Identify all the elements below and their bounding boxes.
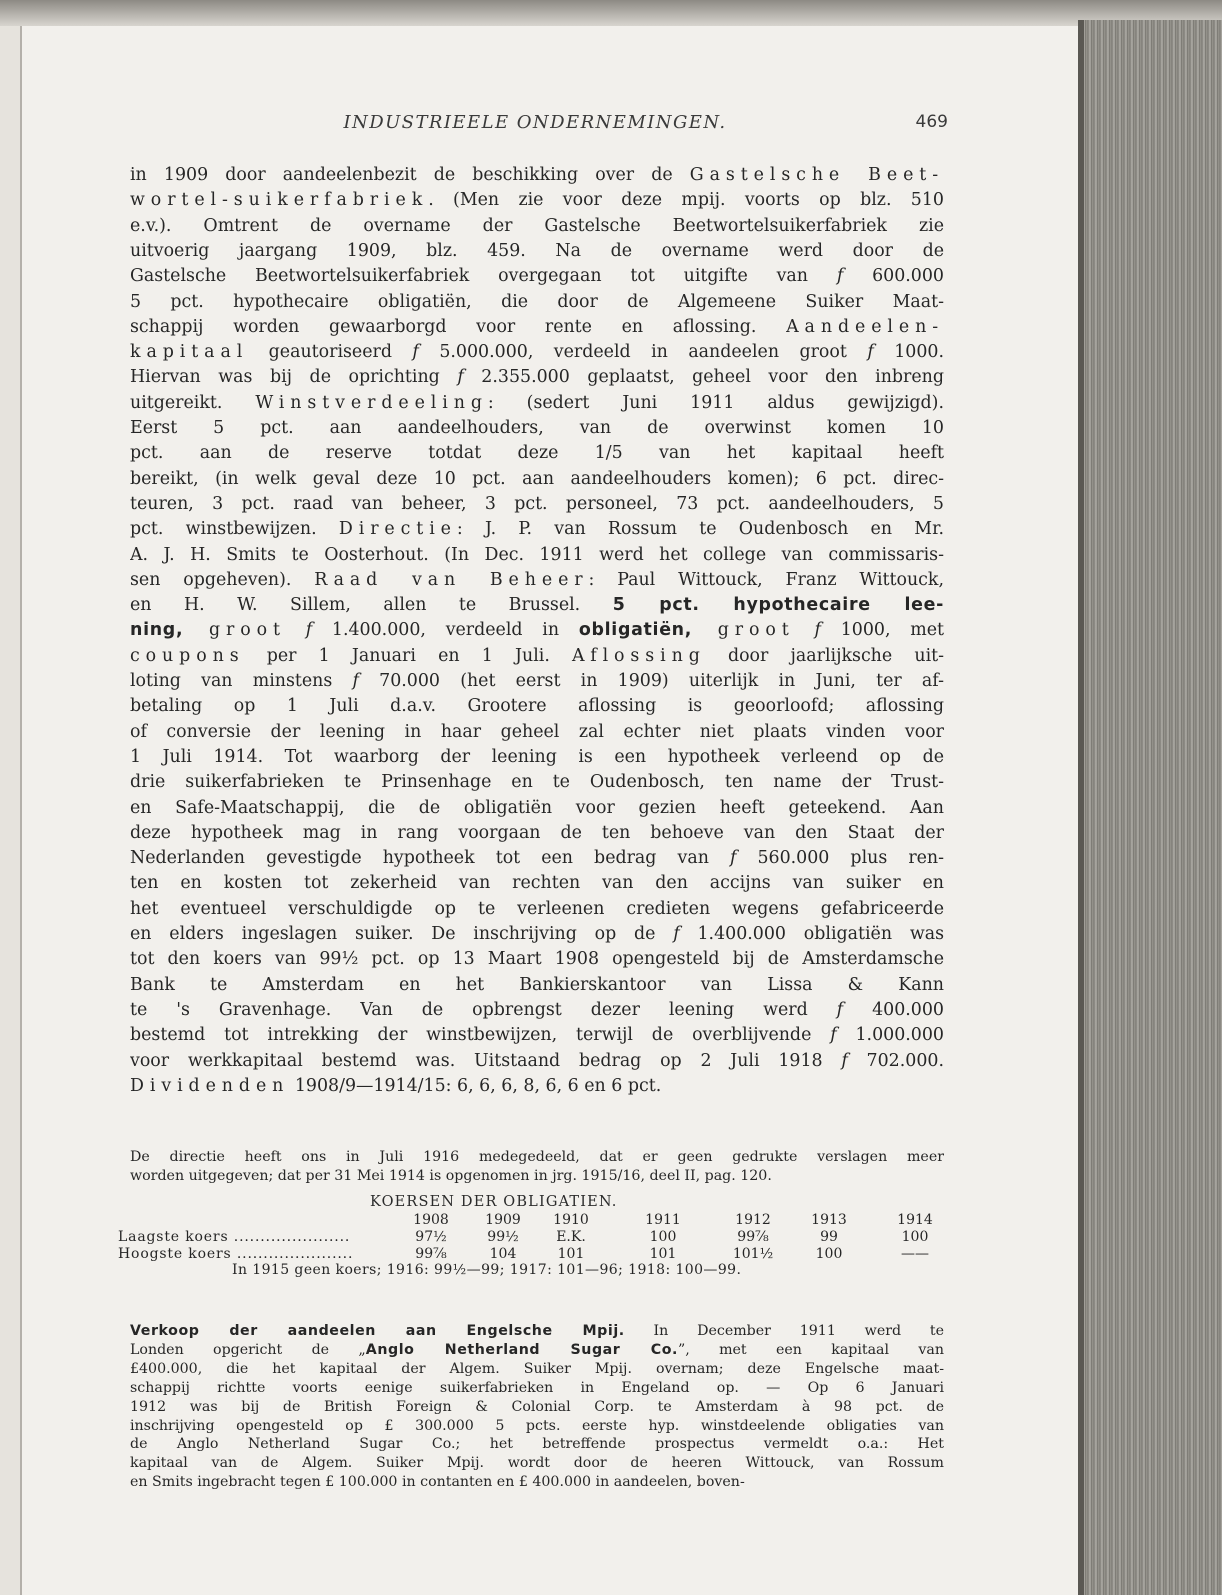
body-segment: pct. aan de reserve totdat deze 1/5 van het kapitaal heeft bbox=[130, 443, 944, 464]
body-segment: f bbox=[673, 924, 680, 944]
body-segment: per 1 Januari en 1 Juli. bbox=[244, 645, 573, 666]
running-header: INDUSTRIEELE ONDERNEMINGEN. bbox=[343, 112, 727, 133]
body-segment: f bbox=[814, 620, 821, 641]
body-line bbox=[130, 188, 944, 213]
body-segment: betaling op 1 Juli d.a.v. Grootere aflossing is geoorloofd; aflossing bbox=[130, 696, 944, 717]
body-segment: 1000. bbox=[873, 342, 944, 363]
body-line bbox=[130, 669, 944, 694]
koers-row bbox=[118, 1228, 948, 1246]
koers-cell: —— bbox=[901, 1246, 929, 1262]
body-line bbox=[130, 543, 944, 568]
koers-cell: 99 bbox=[820, 1229, 838, 1245]
body-segment: A. J. H. Smits te Oosterhout. (In Dec. 1911 werd het college van commissaris- bbox=[130, 544, 944, 565]
note-segment: worden uitgegeven; dat per 31 Mei 1914 is opgenomen in jrg. 1915/16, deel II, pag. 120. bbox=[130, 1168, 772, 1184]
body-segment: Nederlanden gevestigde hypotheek tot een bedrag van bbox=[130, 848, 730, 869]
body-segment: f bbox=[841, 1050, 848, 1071]
koers-year-row bbox=[118, 1211, 948, 1229]
body-segment: of conversie der leening in haar geheel zal echter niet plaats vinden voor bbox=[130, 721, 944, 742]
note-segment: De directie heeft ons in Juli 1916 medegedeeld, dat er geen gedrukte verslagen meer bbox=[130, 1149, 944, 1165]
body-line bbox=[130, 922, 944, 947]
body-segment: kapitaal bbox=[130, 342, 249, 363]
sale-line bbox=[130, 1417, 944, 1437]
body-line bbox=[130, 593, 944, 618]
body-line bbox=[130, 1049, 944, 1074]
body-line bbox=[130, 770, 944, 795]
sale-segment: ”, met een kapitaal van bbox=[677, 1341, 944, 1358]
body-line bbox=[130, 1074, 944, 1099]
koers-cell: 1912 bbox=[735, 1212, 771, 1228]
body-segment: wortel-suikerfabriek bbox=[130, 190, 429, 211]
body-segment: in 1909 door aandeelenbezit de beschikking over de bbox=[130, 165, 690, 185]
body-segment: Eerst 5 pct. aan aandeelhouders, van de overwinst komen 10 bbox=[130, 418, 944, 438]
body-line bbox=[130, 694, 944, 719]
body-segment: en H. W. Sillem, allen te Brussel. bbox=[130, 595, 613, 616]
body-segment: loting van minstens bbox=[130, 671, 353, 691]
body-segment: Winstverdeeling bbox=[255, 392, 488, 413]
koers-cell: 1910 bbox=[553, 1212, 589, 1228]
body-segment: schappij worden gewaarborgd voor rente en aflossing. bbox=[130, 316, 787, 337]
body-segment: f bbox=[867, 342, 874, 363]
body-segment: coupons bbox=[130, 645, 245, 666]
body-line bbox=[130, 264, 944, 289]
body-line bbox=[130, 467, 944, 492]
note-line bbox=[130, 1148, 944, 1168]
sale-segment: Verkoop der aandeelen aan Engelsche Mpij. bbox=[130, 1323, 625, 1339]
sale-line bbox=[130, 1360, 944, 1380]
sale-line bbox=[130, 1454, 944, 1474]
sale-line bbox=[130, 1322, 944, 1342]
body-segment: Aandeelen- bbox=[786, 316, 944, 337]
body-line bbox=[130, 745, 944, 770]
body-line bbox=[130, 239, 944, 264]
body-line bbox=[130, 214, 944, 239]
body-segment: 1 Juli 1914. Tot waarborg der leening is een hypotheek verleend op de bbox=[130, 746, 944, 767]
body-segment: Bank te Amsterdam en het Bankierskantoor van Lissa & Kann bbox=[130, 974, 944, 995]
body-segment: f bbox=[352, 671, 359, 691]
body-segment: . (Men zie voor deze mpij. voorts op blz. 510 bbox=[428, 190, 944, 211]
koers-cell: E.K. bbox=[556, 1229, 586, 1245]
body-segment: Dividenden bbox=[130, 1075, 290, 1096]
body-segment: sen opgeheven). bbox=[130, 569, 315, 590]
koers-cell: 100 bbox=[901, 1229, 929, 1245]
body-segment: door jaarlijksche uit- bbox=[705, 645, 944, 666]
body-line bbox=[130, 821, 944, 846]
body-segment: het eventueel verschuldigde op te verleenen credieten wegens gefabriceerde bbox=[130, 898, 944, 919]
note-line bbox=[130, 1167, 944, 1187]
body-segment: Directie bbox=[338, 519, 457, 540]
body-segment: en elders ingeslagen suiker. De inschrijving op de bbox=[130, 924, 674, 944]
body-segment: groot bbox=[183, 620, 286, 641]
body-segment: geautoriseerd bbox=[248, 342, 413, 363]
body-line bbox=[130, 796, 944, 821]
koersen-table-note: In 1915 geen koers; 1916: 99½—99; 1917: 101—96; 1918: 100—99. bbox=[232, 1262, 742, 1278]
body-line bbox=[130, 416, 944, 441]
body-line bbox=[130, 441, 944, 466]
body-line bbox=[130, 998, 944, 1023]
body-segment: deze hypotheek mag in rang voorgaan de ten behoeve van den Staat der bbox=[130, 822, 944, 843]
body-segment: f bbox=[836, 999, 844, 1020]
koers-row-label: Hoogste koers ...................... bbox=[118, 1246, 354, 1262]
body-segment: Gastelsche Beetwortelsuikerfabriek overgegaan tot uitgifte van bbox=[130, 266, 837, 287]
koers-cell: 101 bbox=[649, 1246, 677, 1262]
body-segment: en Safe-Maatschappij, die de obligatiën voor gezien heeft geteekend. Aan bbox=[130, 797, 944, 818]
body-line bbox=[130, 492, 944, 517]
body-line bbox=[130, 163, 944, 188]
body-line bbox=[130, 720, 944, 745]
body-line bbox=[130, 315, 944, 340]
body-segment: uitgereikt. bbox=[130, 392, 256, 413]
body-segment: pct. winstbewijzen. bbox=[130, 519, 339, 540]
koers-cell: 104 bbox=[489, 1246, 517, 1262]
sale-line bbox=[130, 1398, 944, 1418]
body-segment: e.v.). Omtrent de overname der Gastelsche Beetwortelsuikerfabriek zie bbox=[130, 215, 944, 236]
body-line bbox=[130, 568, 944, 593]
body-line bbox=[130, 391, 944, 416]
koers-cell: 1908 bbox=[413, 1212, 449, 1228]
body-line bbox=[130, 365, 944, 390]
koers-row bbox=[118, 1245, 948, 1263]
body-segment: 1000, met bbox=[820, 620, 944, 641]
body-line bbox=[130, 290, 944, 315]
sale-line bbox=[130, 1435, 944, 1455]
body-segment: uitvoerig jaargang 1909, blz. 459. Na de overname werd door de bbox=[130, 240, 944, 261]
body-segment: Aflossing bbox=[572, 645, 706, 666]
koers-cell: 99½ bbox=[487, 1229, 519, 1245]
koers-cell: 1909 bbox=[485, 1212, 521, 1228]
body-segment: 560.000 plus ren- bbox=[736, 848, 944, 869]
body-line bbox=[130, 517, 944, 542]
koers-cell: 1911 bbox=[645, 1212, 681, 1228]
body-segment: groot bbox=[692, 620, 795, 641]
body-segment: voor werkkapitaal bestemd was. Uitstaand bedrag op 2 Juli 1918 bbox=[130, 1050, 842, 1071]
body-segment: ten en kosten tot zekerheid van rechten van den accijns van suiker en bbox=[130, 873, 944, 894]
sale-line bbox=[130, 1379, 944, 1399]
body-segment: 1.400.000, verdeeld in bbox=[312, 620, 579, 641]
body-segment: : J. P. van Rossum te Oudenbosch en Mr. bbox=[456, 519, 944, 540]
body-segment: Gastelsche Beet- bbox=[689, 165, 944, 185]
body-line bbox=[130, 340, 944, 365]
sale-segment: £400.000, die het kapitaal der Algem. Suiker Mpij. overnam; deze Engelsche maat- bbox=[130, 1360, 944, 1377]
koers-row-label: Laagste koers ...................... bbox=[118, 1229, 351, 1245]
body-segment: 5 pct. hypothecaire obligatiën, die door de Algemeene Suiker Maat- bbox=[130, 291, 944, 312]
sale-segment: en Smits ingebracht tegen £ 100.000 in contanten en £ 400.000 in aandeelen, boven- bbox=[130, 1474, 745, 1491]
body-segment: 1908/9—1914/15: 6, 6, 6, 8, 6, 6 en 6 pct. bbox=[289, 1075, 662, 1096]
body-segment: f bbox=[457, 367, 464, 388]
body-line bbox=[130, 644, 944, 669]
body-segment: ning, bbox=[130, 620, 184, 641]
body-line bbox=[130, 871, 944, 896]
body-segment: 1.000.000 bbox=[836, 1025, 944, 1046]
koers-cell: 1913 bbox=[811, 1212, 847, 1228]
body-segment: 2.355.000 geplaatst, geheel voor den inbreng bbox=[463, 367, 944, 388]
sale-segment: schappij richtte voorts eenige suikerfabrieken in Engeland op. — Op 6 Januari bbox=[130, 1379, 944, 1396]
body-segment: Hiervan was bij de oprichting bbox=[130, 367, 458, 388]
body-segment: teuren, 3 pct. raad van beheer, 3 pct. personeel, 73 pct. aandeelhouders, 5 bbox=[130, 493, 944, 514]
koersen-table-title: KOERSEN DER OBLIGATIEN. bbox=[370, 1194, 618, 1210]
body-segment: f bbox=[836, 266, 844, 287]
body-segment: : (sedert Juni 1911 aldus gewijzigd). bbox=[487, 392, 944, 413]
body-segment: bereikt, (in welk geval deze 10 pct. aan aandeelhouders komen); 6 pct. direc- bbox=[130, 468, 944, 489]
body-segment: Raad van Beheer bbox=[314, 569, 589, 590]
body-segment: f bbox=[830, 1025, 837, 1046]
body-segment: 400.000 bbox=[843, 999, 944, 1020]
body-segment: 1.400.000 obligatiën was bbox=[679, 924, 944, 944]
sale-segment: In December 1911 werd te bbox=[624, 1323, 944, 1339]
sale-segment: kapitaal van de Algem. Suiker Mpij. wordt door de heeren Wittouck, van Rossum bbox=[130, 1455, 944, 1472]
koers-cell: 100 bbox=[815, 1246, 843, 1262]
body-segment bbox=[286, 620, 306, 640]
sale-segment: de Anglo Netherland Sugar Co.; het betreffende prospectus vermeldt o.a.: Het bbox=[130, 1436, 944, 1453]
body-segment bbox=[795, 620, 815, 640]
sale-segment: 1912 was bij de British Foreign & Colonial Corp. te Amsterdam à 98 pct. de bbox=[130, 1398, 944, 1415]
sale-segment: inschrijving opengesteld op £ 300.000 5 pcts. eerste hyp. winstdeelende obligaties van bbox=[130, 1417, 944, 1434]
body-segment: f bbox=[729, 848, 737, 869]
body-segment: 5.000.000, verdeeld in aandeelen groot bbox=[418, 342, 868, 363]
body-segment: 5 pct. hypothecaire lee- bbox=[612, 595, 944, 616]
sale-line bbox=[130, 1473, 944, 1493]
body-segment: drie suikerfabrieken te Prinsenhage en te Oudenbosch, ten name der Trust- bbox=[130, 772, 944, 793]
koers-cell: 100 bbox=[649, 1229, 677, 1245]
koers-cell: 99⅞ bbox=[415, 1246, 447, 1262]
body-line bbox=[130, 973, 944, 998]
body-segment: obligatiën, bbox=[578, 620, 693, 641]
body-line bbox=[130, 897, 944, 922]
body-segment: 600.000 bbox=[843, 266, 944, 287]
sale-line bbox=[130, 1341, 944, 1361]
body-line bbox=[130, 1023, 944, 1048]
body-line bbox=[130, 618, 944, 643]
body-line bbox=[130, 846, 944, 871]
koers-cell: 1914 bbox=[897, 1212, 933, 1228]
body-line bbox=[130, 947, 944, 972]
body-segment: 702.000. bbox=[847, 1050, 944, 1071]
body-segment: tot den koers van 99½ pct. op 13 Maart 1908 opengesteld bij de Amsterdamsche bbox=[130, 949, 944, 970]
body-segment: : Paul Wittouck, Franz Wittouck, bbox=[588, 569, 944, 590]
body-segment: te 's Gravenhage. Van de opbrengst dezer leening werd bbox=[130, 999, 837, 1020]
body-segment: f bbox=[305, 620, 313, 641]
body-segment: 70.000 (het eerst in 1909) uiterlijk in Juni, ter af- bbox=[358, 671, 944, 691]
body-segment: bestemd tot intrekking der winstbewijzen, terwijl de overblijvende bbox=[130, 1025, 831, 1046]
koers-cell: 101½ bbox=[732, 1246, 774, 1262]
koers-cell: 101 bbox=[557, 1246, 585, 1262]
sale-segment: Londen opgericht de „ bbox=[130, 1341, 366, 1358]
page-number: 469 bbox=[915, 112, 948, 132]
koers-cell: 97½ bbox=[415, 1229, 447, 1245]
sale-segment: Anglo Netherland Sugar Co. bbox=[365, 1341, 678, 1358]
koers-cell: 99⅞ bbox=[737, 1229, 769, 1245]
body-segment: f bbox=[412, 342, 419, 363]
